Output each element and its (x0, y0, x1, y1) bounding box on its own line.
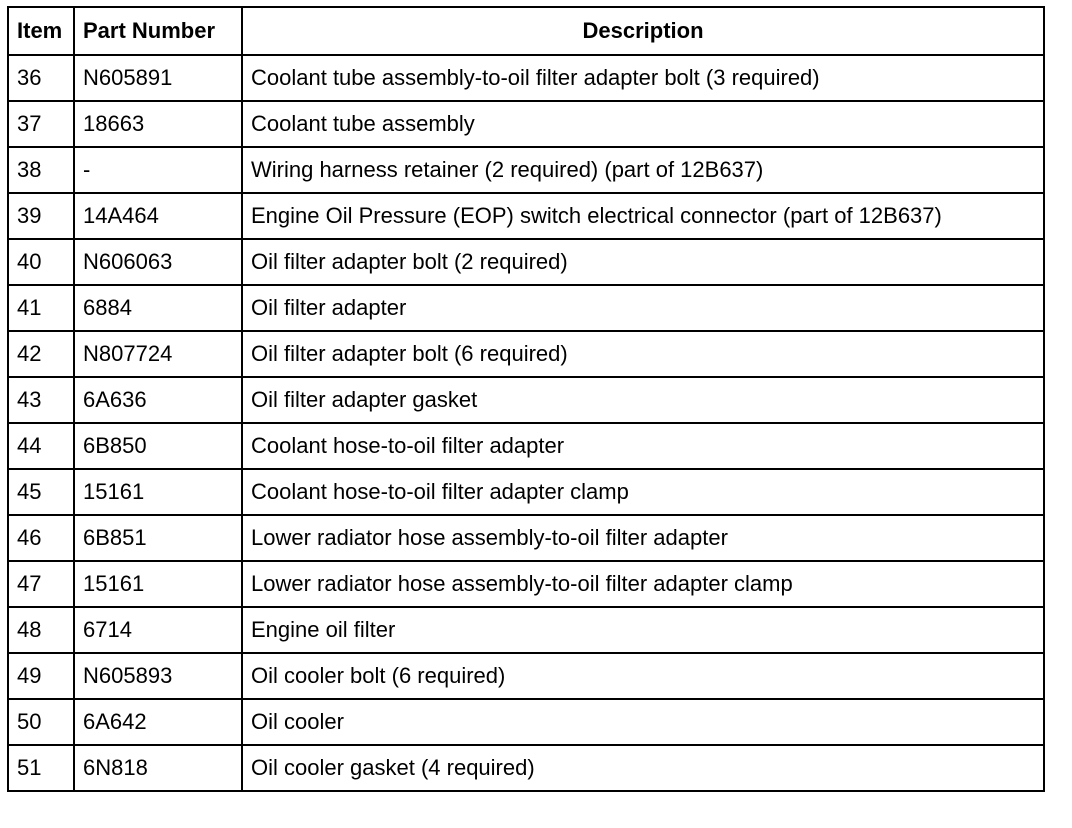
part-number-cell: N605893 (74, 653, 242, 699)
table-row (8, 55, 1044, 101)
description-cell: Oil filter adapter gasket (242, 377, 1044, 423)
description-cell: Oil filter adapter (242, 285, 1044, 331)
table-row (8, 147, 1044, 193)
part-number-cell: 6714 (74, 607, 242, 653)
description-cell: Coolant tube assembly (242, 101, 1044, 147)
item-cell: 44 (8, 423, 74, 469)
table-row (8, 423, 1044, 469)
description-cell: Oil filter adapter bolt (6 required) (242, 331, 1044, 377)
description-cell: Coolant hose-to-oil filter adapter clamp (242, 469, 1044, 515)
part-number-cell: 6A642 (74, 699, 242, 745)
item-cell: 37 (8, 101, 74, 147)
part-number-cell: N807724 (74, 331, 242, 377)
part-number-cell: 6B850 (74, 423, 242, 469)
item-cell: 49 (8, 653, 74, 699)
table-row (8, 607, 1044, 653)
header-row (8, 7, 1044, 55)
part-number-cell: 15161 (74, 469, 242, 515)
item-cell: 51 (8, 745, 74, 791)
table-row (8, 239, 1044, 285)
parts-table-header (8, 7, 1044, 55)
table-row (8, 377, 1044, 423)
item-cell: 38 (8, 147, 74, 193)
item-cell: 43 (8, 377, 74, 423)
item-cell: 41 (8, 285, 74, 331)
part-number-cell: 6B851 (74, 515, 242, 561)
part-number-cell: - (74, 147, 242, 193)
part-number-cell: N606063 (74, 239, 242, 285)
table-row (8, 561, 1044, 607)
item-cell: 47 (8, 561, 74, 607)
part-number-cell: 6N818 (74, 745, 242, 791)
item-cell: 42 (8, 331, 74, 377)
part-number-cell: 6A636 (74, 377, 242, 423)
item-cell: 39 (8, 193, 74, 239)
header-part-number: Part Number (74, 7, 242, 55)
table-row (8, 101, 1044, 147)
description-cell: Oil cooler (242, 699, 1044, 745)
item-cell: 46 (8, 515, 74, 561)
description-cell: Oil cooler gasket (4 required) (242, 745, 1044, 791)
description-cell: Engine Oil Pressure (EOP) switch electrical connector (part of 12B637) (242, 193, 1044, 239)
part-number-cell: 18663 (74, 101, 242, 147)
description-cell: Oil cooler bolt (6 required) (242, 653, 1044, 699)
parts-table-body (8, 55, 1044, 791)
item-cell: 45 (8, 469, 74, 515)
table-row (8, 193, 1044, 239)
table-row (8, 515, 1044, 561)
part-number-cell: 15161 (74, 561, 242, 607)
description-cell: Engine oil filter (242, 607, 1044, 653)
header-description: Description (242, 7, 1044, 55)
item-cell: 48 (8, 607, 74, 653)
part-number-cell: 6884 (74, 285, 242, 331)
table-row (8, 699, 1044, 745)
table-row (8, 469, 1044, 515)
part-number-cell: N605891 (74, 55, 242, 101)
table-row (8, 285, 1044, 331)
parts-table (7, 6, 1045, 792)
description-cell: Coolant hose-to-oil filter adapter (242, 423, 1044, 469)
table-row (8, 745, 1044, 791)
table-row (8, 331, 1044, 377)
description-cell: Lower radiator hose assembly-to-oil filter adapter clamp (242, 561, 1044, 607)
item-cell: 36 (8, 55, 74, 101)
table-row (8, 653, 1044, 699)
item-cell: 50 (8, 699, 74, 745)
description-cell: Lower radiator hose assembly-to-oil filter adapter (242, 515, 1044, 561)
description-cell: Oil filter adapter bolt (2 required) (242, 239, 1044, 285)
header-item: Item (8, 7, 74, 55)
item-cell: 40 (8, 239, 74, 285)
part-number-cell: 14A464 (74, 193, 242, 239)
description-cell: Wiring harness retainer (2 required) (part of 12B637) (242, 147, 1044, 193)
description-cell: Coolant tube assembly-to-oil filter adapter bolt (3 required) (242, 55, 1044, 101)
